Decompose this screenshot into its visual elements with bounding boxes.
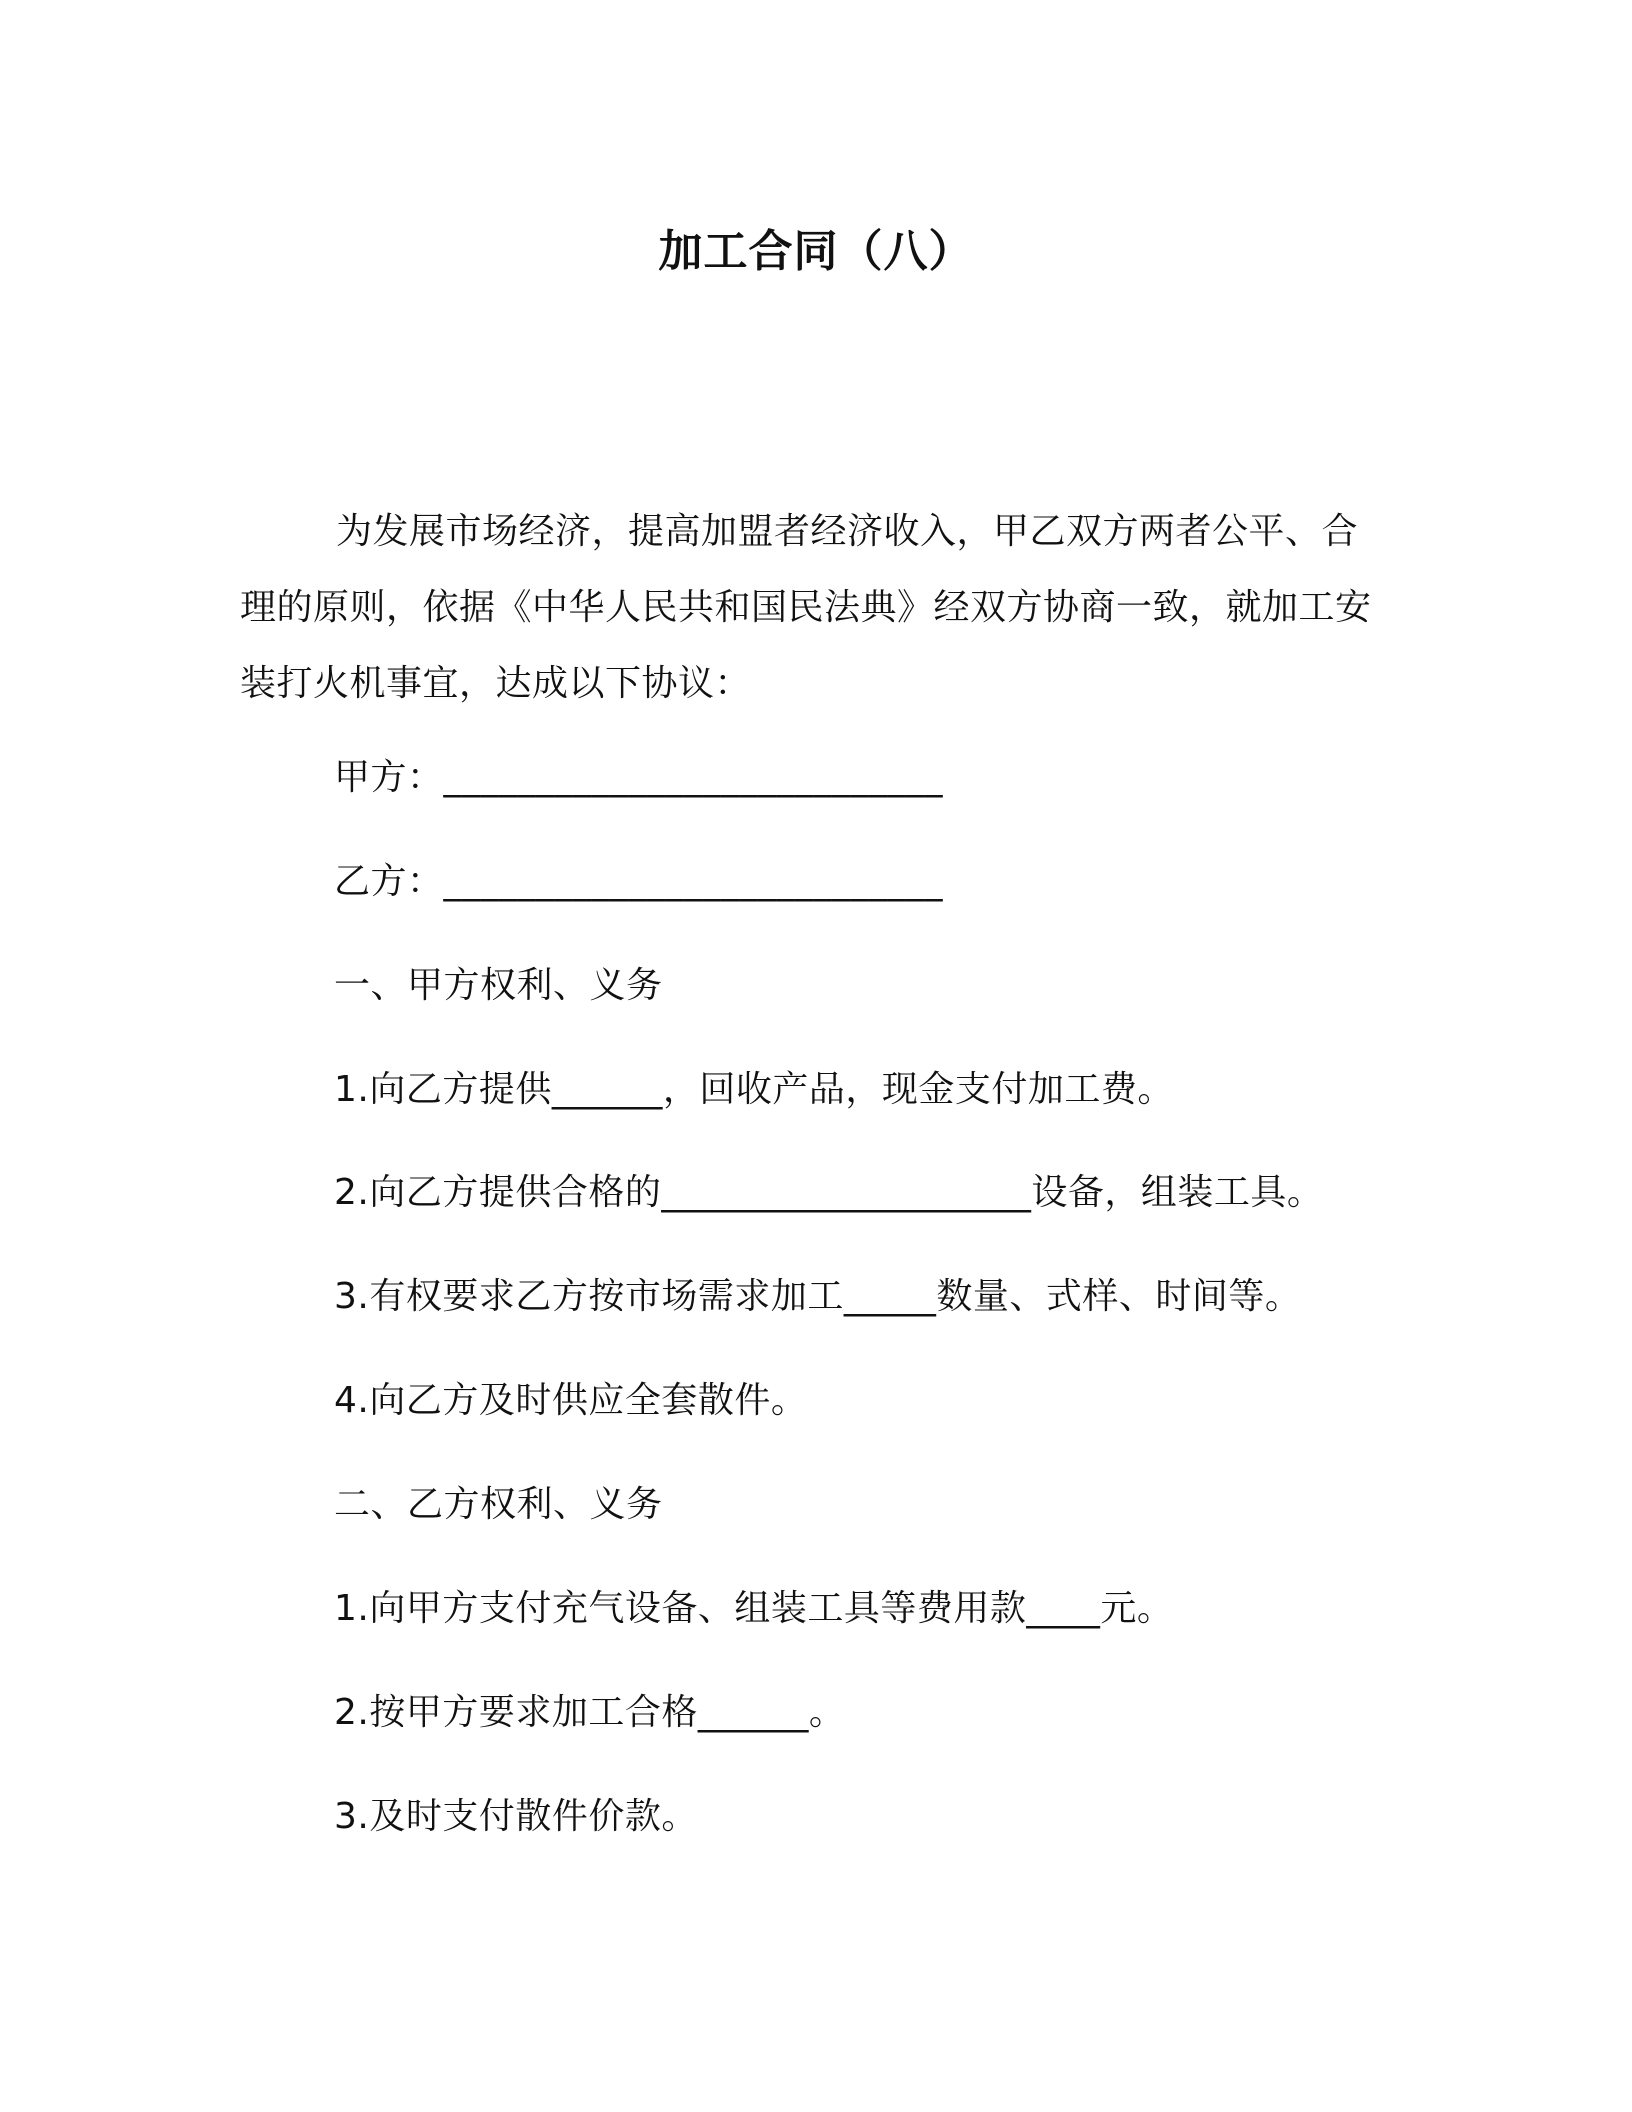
document-title: 加工合同（八） bbox=[658, 226, 974, 277]
section-1-item-1: 1.向乙方提供______，回收产品，现金支付加工费。 bbox=[334, 1069, 1174, 1110]
section-1-item-4: 4.向乙方及时供应全套散件。 bbox=[334, 1380, 808, 1421]
section-1-item-3: 3.有权要求乙方按市场需求加工_____数量、式样、时间等。 bbox=[334, 1276, 1302, 1317]
section-1-item-2: 2.向乙方提供合格的____________________设备，组装工具。 bbox=[334, 1172, 1324, 1213]
party-b-line: 乙方：___________________________ bbox=[334, 861, 944, 902]
section-2-item-1: 1.向甲方支付充气设备、组装工具等费用款____元。 bbox=[334, 1588, 1174, 1629]
section-1-heading: 一、甲方权利、义务 bbox=[334, 965, 663, 1006]
intro-paragraph: 为发展市场经济，提高加盟者经济收入，甲乙双方两者公平、合理的原则，依据《中华人民共和国民法典》经双方协商一致，就加工安装打火机事宜，达成以下协议： bbox=[240, 511, 1372, 704]
section-2-item-2: 2.按甲方要求加工合格______。 bbox=[334, 1692, 846, 1733]
section-2-item-3: 3.及时支付散件价款。 bbox=[334, 1796, 698, 1837]
section-2-heading: 二、乙方权利、义务 bbox=[334, 1484, 663, 1525]
party-a-line: 甲方：___________________________ bbox=[334, 757, 944, 798]
